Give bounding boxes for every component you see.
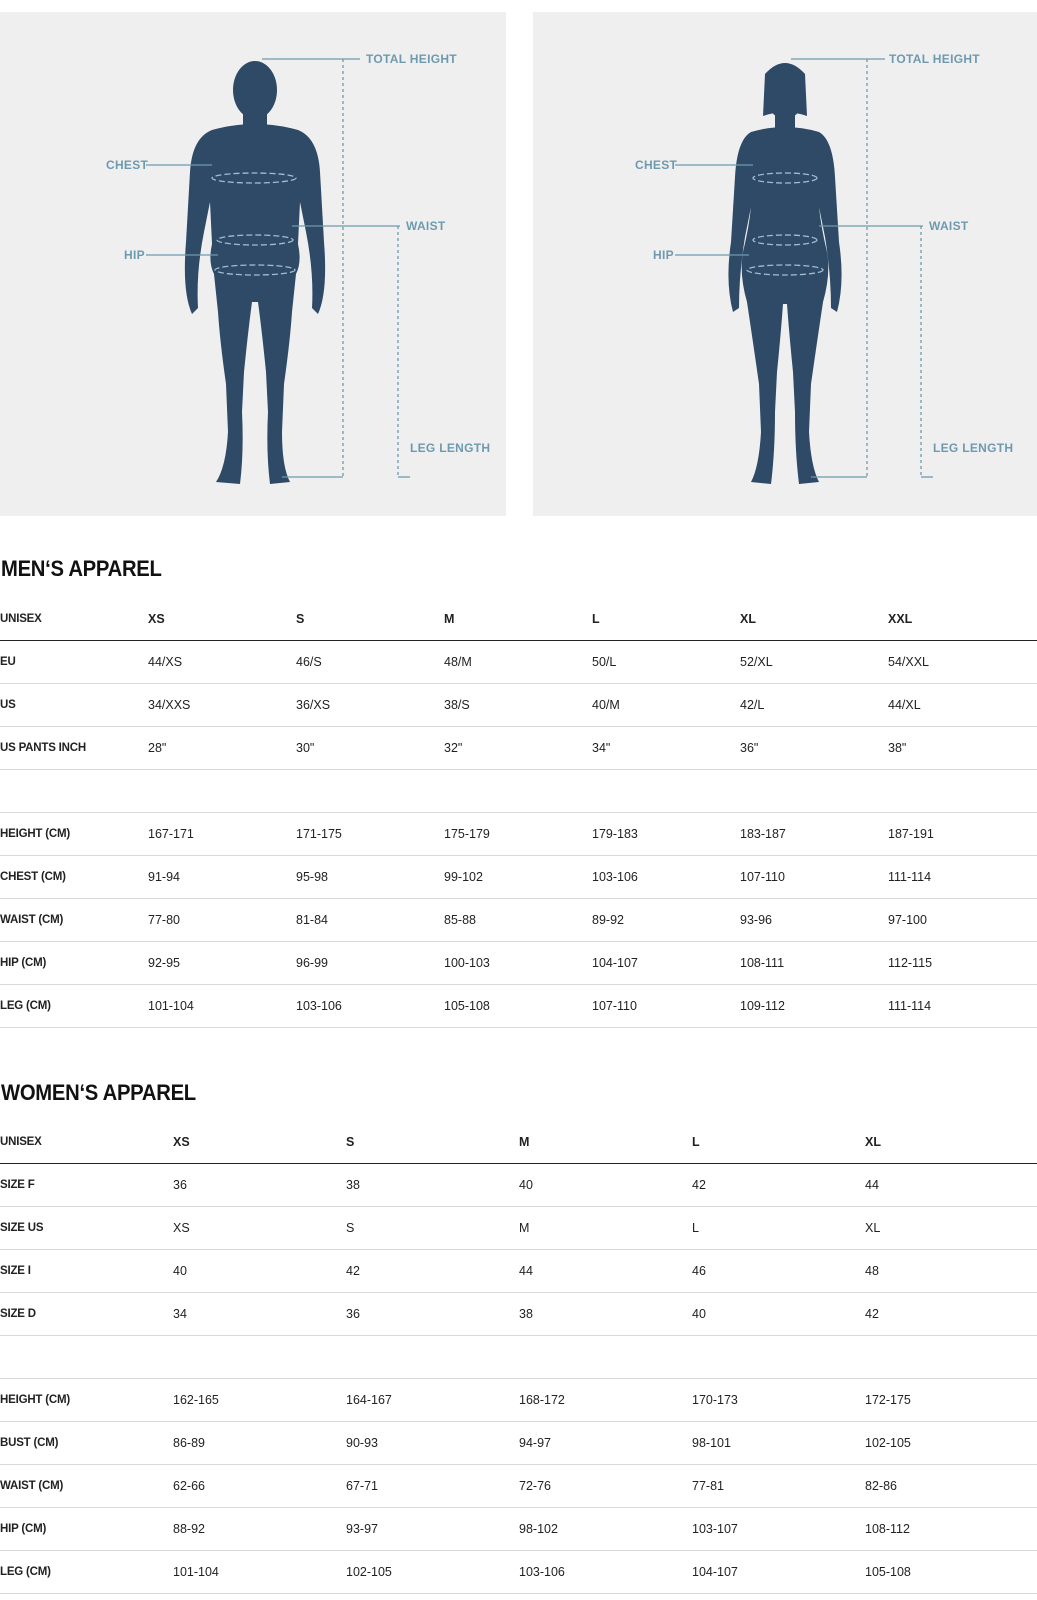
row-label: US PANTS INCH <box>0 727 148 770</box>
row-label: UNISEX <box>0 1121 173 1164</box>
table-row <box>0 684 1037 727</box>
row-label: SIZE F <box>0 1164 173 1207</box>
table-cell: 46/S <box>296 641 444 684</box>
table-cell: 30" <box>296 727 444 770</box>
row-label: SIZE I <box>0 1250 173 1293</box>
table-cell: 105-108 <box>444 985 592 1028</box>
empty-cell <box>865 1336 1037 1379</box>
empty-cell <box>0 770 148 813</box>
table-cell: 32" <box>444 727 592 770</box>
table-row <box>0 1164 1037 1207</box>
table-cell: 91-94 <box>148 856 296 899</box>
table-cell: 111-114 <box>888 985 1037 1028</box>
table-cell: 108-111 <box>740 942 888 985</box>
table-row <box>0 1293 1037 1336</box>
table-cell: 104-107 <box>592 942 740 985</box>
table-row <box>0 641 1037 684</box>
table-cell: 111-114 <box>888 856 1037 899</box>
table-cell: 168-172 <box>519 1379 692 1422</box>
table-cell: 72-76 <box>519 1465 692 1508</box>
table-cell: 44/XS <box>148 641 296 684</box>
women-label-total-height: TOTAL HEIGHT <box>889 52 980 66</box>
table-cell: 92-95 <box>148 942 296 985</box>
table-row <box>0 727 1037 770</box>
empty-cell <box>148 770 296 813</box>
empty-cell <box>444 770 592 813</box>
women-label-waist: WAIST <box>929 219 969 233</box>
table-cell: 112-115 <box>888 942 1037 985</box>
table-cell: 36/XS <box>296 684 444 727</box>
row-label: LEG (CM) <box>0 1551 173 1594</box>
women-silhouette <box>728 63 841 484</box>
row-label: LEG (CM) <box>0 985 148 1028</box>
women-label-leg-length: LEG LENGTH <box>933 441 1014 455</box>
table-row <box>0 985 1037 1028</box>
table-row <box>0 1465 1037 1508</box>
empty-cell <box>296 770 444 813</box>
table-cell: 103-107 <box>692 1508 865 1551</box>
table-cell: L <box>692 1121 865 1164</box>
table-cell: XS <box>173 1121 346 1164</box>
table-cell: 40 <box>692 1293 865 1336</box>
table-cell: 38" <box>888 727 1037 770</box>
table-cell: 164-167 <box>346 1379 519 1422</box>
table-cell: S <box>296 598 444 641</box>
table-cell: 103-106 <box>519 1551 692 1594</box>
table-cell: 34/XXS <box>148 684 296 727</box>
table-cell: 42 <box>692 1164 865 1207</box>
table-cell: L <box>592 598 740 641</box>
table-row <box>0 1508 1037 1551</box>
table-cell: S <box>346 1207 519 1250</box>
row-label: US <box>0 684 148 727</box>
table-cell: 179-183 <box>592 813 740 856</box>
table-cell: 109-112 <box>740 985 888 1028</box>
row-label: WAIST (CM) <box>0 899 148 942</box>
table-cell: XL <box>865 1207 1037 1250</box>
table-row <box>0 1207 1037 1250</box>
table-row <box>0 1551 1037 1594</box>
table-cell: 172-175 <box>865 1379 1037 1422</box>
empty-cell <box>173 1336 346 1379</box>
men-label-hip: HIP <box>124 248 145 262</box>
row-label: BUST (CM) <box>0 1422 173 1465</box>
table-cell: 98-101 <box>692 1422 865 1465</box>
table-cell: 38 <box>519 1293 692 1336</box>
table-cell: 98-102 <box>519 1508 692 1551</box>
row-label: HEIGHT (CM) <box>0 813 148 856</box>
table-cell: 101-104 <box>148 985 296 1028</box>
table-cell: 36 <box>173 1164 346 1207</box>
men-silhouette <box>185 61 325 484</box>
table-cell: 48 <box>865 1250 1037 1293</box>
men-label-waist: WAIST <box>406 219 446 233</box>
table-cell: 40 <box>173 1250 346 1293</box>
men-measurement-figure <box>0 12 506 516</box>
table-cell: 93-96 <box>740 899 888 942</box>
table-cell: 94-97 <box>519 1422 692 1465</box>
table-cell: 40 <box>519 1164 692 1207</box>
table-cell: 42/L <box>740 684 888 727</box>
table-spacer-row <box>0 1336 1037 1379</box>
table-cell: 85-88 <box>444 899 592 942</box>
table-cell: 81-84 <box>296 899 444 942</box>
table-cell: M <box>519 1207 692 1250</box>
womens-apparel-title: WOMEN‘S APPAREL <box>1 1080 196 1105</box>
table-cell: M <box>444 598 592 641</box>
empty-cell <box>0 1336 173 1379</box>
table-cell: 42 <box>346 1250 519 1293</box>
women-figure-svg <box>533 12 1037 516</box>
empty-cell <box>592 770 740 813</box>
table-cell: 95-98 <box>296 856 444 899</box>
table-cell: 97-100 <box>888 899 1037 942</box>
row-label: EU <box>0 641 148 684</box>
empty-cell <box>740 770 888 813</box>
table-cell: 171-175 <box>296 813 444 856</box>
table-cell: 44 <box>519 1250 692 1293</box>
table-cell: 48/M <box>444 641 592 684</box>
men-label-leg-length: LEG LENGTH <box>410 441 491 455</box>
men-figure-svg <box>0 12 506 516</box>
table-cell: 96-99 <box>296 942 444 985</box>
table-cell: 88-92 <box>173 1508 346 1551</box>
table-cell: XXL <box>888 598 1037 641</box>
table-cell: S <box>346 1121 519 1164</box>
table-cell: M <box>519 1121 692 1164</box>
table-cell: 62-66 <box>173 1465 346 1508</box>
table-cell: 93-97 <box>346 1508 519 1551</box>
table-cell: XS <box>173 1207 346 1250</box>
table-cell: 103-106 <box>592 856 740 899</box>
table-cell: 89-92 <box>592 899 740 942</box>
table-cell: 102-105 <box>865 1422 1037 1465</box>
table-cell: 104-107 <box>692 1551 865 1594</box>
table-cell: L <box>692 1207 865 1250</box>
table-cell: 77-80 <box>148 899 296 942</box>
table-cell: 167-171 <box>148 813 296 856</box>
empty-cell <box>519 1336 692 1379</box>
table-cell: 67-71 <box>346 1465 519 1508</box>
table-header-row <box>0 598 1037 641</box>
row-label: HEIGHT (CM) <box>0 1379 173 1422</box>
table-row <box>0 813 1037 856</box>
table-header-row <box>0 1121 1037 1164</box>
table-cell: 107-110 <box>740 856 888 899</box>
table-cell: 101-104 <box>173 1551 346 1594</box>
row-label: SIZE D <box>0 1293 173 1336</box>
women-label-chest: CHEST <box>635 158 678 172</box>
table-cell: 105-108 <box>865 1551 1037 1594</box>
table-cell: 103-106 <box>296 985 444 1028</box>
row-label: SIZE US <box>0 1207 173 1250</box>
table-cell: 108-112 <box>865 1508 1037 1551</box>
table-cell: 77-81 <box>692 1465 865 1508</box>
table-cell: 86-89 <box>173 1422 346 1465</box>
row-label: WAIST (CM) <box>0 1465 173 1508</box>
womens-size-table <box>0 1121 1037 1594</box>
table-cell: 54/XXL <box>888 641 1037 684</box>
men-label-total-height: TOTAL HEIGHT <box>366 52 457 66</box>
table-cell: 183-187 <box>740 813 888 856</box>
women-label-hip: HIP <box>653 248 674 262</box>
table-cell: 102-105 <box>346 1551 519 1594</box>
table-row <box>0 942 1037 985</box>
table-cell: 187-191 <box>888 813 1037 856</box>
table-row <box>0 1422 1037 1465</box>
table-cell: 34" <box>592 727 740 770</box>
table-row <box>0 899 1037 942</box>
row-label: UNISEX <box>0 598 148 641</box>
men-label-chest: CHEST <box>106 158 149 172</box>
table-cell: 40/M <box>592 684 740 727</box>
table-cell: 36 <box>346 1293 519 1336</box>
table-cell: XL <box>740 598 888 641</box>
table-cell: 44/XL <box>888 684 1037 727</box>
table-cell: 46 <box>692 1250 865 1293</box>
row-label: HIP (CM) <box>0 942 148 985</box>
table-cell: 36" <box>740 727 888 770</box>
row-label: CHEST (CM) <box>0 856 148 899</box>
table-cell: 28" <box>148 727 296 770</box>
table-cell: 170-173 <box>692 1379 865 1422</box>
table-cell: 82-86 <box>865 1465 1037 1508</box>
empty-cell <box>346 1336 519 1379</box>
table-row <box>0 1379 1037 1422</box>
mens-table-body <box>0 598 1037 1028</box>
row-label: HIP (CM) <box>0 1508 173 1551</box>
table-row <box>0 1250 1037 1293</box>
table-row <box>0 856 1037 899</box>
table-cell: 52/XL <box>740 641 888 684</box>
table-cell: 50/L <box>592 641 740 684</box>
table-spacer-row <box>0 770 1037 813</box>
table-cell: 162-165 <box>173 1379 346 1422</box>
table-cell: 38 <box>346 1164 519 1207</box>
table-cell: 100-103 <box>444 942 592 985</box>
empty-cell <box>692 1336 865 1379</box>
table-cell: XS <box>148 598 296 641</box>
womens-table-body <box>0 1121 1037 1594</box>
empty-cell <box>888 770 1037 813</box>
table-cell: 34 <box>173 1293 346 1336</box>
table-cell: 90-93 <box>346 1422 519 1465</box>
mens-apparel-title: MEN‘S APPAREL <box>1 556 162 581</box>
table-cell: XL <box>865 1121 1037 1164</box>
table-cell: 107-110 <box>592 985 740 1028</box>
table-cell: 99-102 <box>444 856 592 899</box>
table-cell: 42 <box>865 1293 1037 1336</box>
women-measurement-figure <box>533 12 1037 516</box>
table-cell: 175-179 <box>444 813 592 856</box>
table-cell: 44 <box>865 1164 1037 1207</box>
table-cell: 38/S <box>444 684 592 727</box>
mens-size-table <box>0 598 1037 1028</box>
